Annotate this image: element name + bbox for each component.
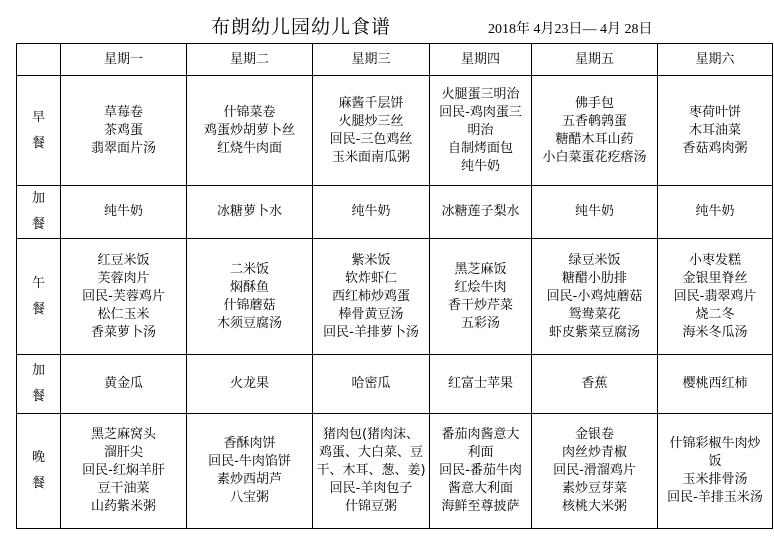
menu-item: 黑芝麻饭 <box>454 261 507 277</box>
menu-cell <box>430 186 532 239</box>
menu-item: 二米饭 <box>229 261 269 277</box>
meal-label-char: 早 <box>31 109 45 125</box>
menu-item: 纯牛奶 <box>574 204 614 219</box>
meal-label-char: 加 <box>31 363 45 378</box>
menu-cell <box>658 186 773 239</box>
menu-item: 回民-红焖羊肝 <box>82 463 165 478</box>
menu-cell <box>313 239 430 355</box>
menu-item: 小枣发糕 <box>688 252 741 268</box>
menu-cell <box>658 239 773 355</box>
menu-cell <box>532 76 658 186</box>
menu-item: 棒骨黄豆汤 <box>338 306 404 322</box>
menu-item: 回民-羊肉包子 <box>329 481 413 496</box>
menu-item: 虾皮紫菜豆腐汤 <box>548 324 640 340</box>
menu-table <box>16 43 773 529</box>
menu-cell <box>187 76 313 186</box>
meal-label-char: 餐 <box>31 135 45 151</box>
menu-item: 鸡蛋炒胡萝卜丝 <box>203 122 295 138</box>
menu-cell <box>187 414 313 529</box>
menu-cell <box>187 355 313 414</box>
menu-item: 鸡蛋、大白菜、豆 <box>318 445 423 460</box>
menu-item: 香干炒芹菜 <box>447 297 513 313</box>
menu-item: 什锦豆粥 <box>344 499 397 514</box>
menu-item: 香蕉 <box>581 376 608 391</box>
meal-label <box>17 355 61 414</box>
menu-cell <box>430 239 532 355</box>
menu-item: 素炒西胡芦 <box>216 472 282 487</box>
menu-item: 佛手包 <box>574 95 614 111</box>
menu-item: 猪肉包(猪肉沫、 <box>322 427 420 442</box>
menu-item: 回民-羊排玉米汤 <box>667 490 763 505</box>
menu-item: 回民-小鸡炖蘑菇 <box>546 288 643 304</box>
menu-item: 番茄肉酱意大 <box>441 427 520 442</box>
corner-cell <box>17 44 61 76</box>
menu-item: 山药紫米粥 <box>90 499 156 514</box>
day-header: 星期一 <box>61 44 187 76</box>
menu-item: 纯牛奶 <box>103 204 143 219</box>
menu-item: 玉米排骨汤 <box>682 472 748 487</box>
menu-cell <box>430 76 532 186</box>
day-header: 星期五 <box>532 44 658 76</box>
menu-item: 烧二冬 <box>695 306 735 322</box>
menu-item: 茶鸡蛋 <box>103 122 143 138</box>
menu-item: 芙蓉肉片 <box>97 270 150 286</box>
menu-item: 焖酥鱼 <box>229 279 269 295</box>
meal-label <box>17 239 61 355</box>
menu-cell <box>61 186 187 239</box>
menu-cell <box>313 186 430 239</box>
date-range: 2018年 4月23日— 4月 28日 <box>488 22 653 37</box>
meal-row <box>17 355 773 414</box>
menu-item: 麻酱千层饼 <box>338 95 404 111</box>
menu-cell <box>61 239 187 355</box>
menu-item: 糖醋小肋排 <box>561 270 627 286</box>
day-header: 星期三 <box>313 44 430 76</box>
menu-cell <box>187 239 313 355</box>
menu-item: 枣荷叶饼 <box>688 104 741 120</box>
menu-item: 冰糖莲子梨水 <box>441 204 520 219</box>
header-row <box>17 44 773 76</box>
menu-item: 回民-滑溜鸡片 <box>553 463 636 478</box>
menu-item: 纯牛奶 <box>351 204 391 219</box>
meal-label <box>17 186 61 239</box>
meal-label-char: 加 <box>31 191 45 206</box>
menu-item: 回民-翡翠鸡片 <box>673 288 757 304</box>
menu-item: 鸳鸯菜花 <box>568 306 621 322</box>
menu-item: 什锦彩椒牛肉炒 <box>669 436 761 451</box>
meal-row <box>17 414 773 529</box>
menu-item: 自制烤面包 <box>447 140 513 156</box>
menu-item: 草莓卷 <box>103 104 143 120</box>
menu-item: 翡翠面片汤 <box>90 140 156 156</box>
menu-item: 什锦菜卷 <box>223 104 276 120</box>
menu-item: 干、木耳、葱、姜) <box>316 463 426 478</box>
menu-item: 火龙果 <box>229 376 269 391</box>
day-header: 星期六 <box>658 44 773 76</box>
menu-item: 糖醋木耳山药 <box>555 131 634 147</box>
menu-cell <box>658 76 773 186</box>
menu-cell <box>61 76 187 186</box>
menu-item: 回民-三色鸡丝 <box>329 131 413 147</box>
menu-item: 黄金瓜 <box>103 376 143 391</box>
menu-item: 饭 <box>708 454 722 469</box>
menu-cell <box>430 414 532 529</box>
menu-cell <box>532 355 658 414</box>
menu-item: 香酥肉饼 <box>223 436 276 451</box>
menu-item: 红烩牛肉 <box>454 279 507 295</box>
menu-item: 金银卷 <box>574 427 614 442</box>
menu-item: 什锦蘑菇 <box>223 297 276 313</box>
day-header: 星期二 <box>187 44 313 76</box>
menu-item: 玉米面南瓜粥 <box>331 149 410 165</box>
menu-item: 回民-牛肉馅饼 <box>208 454 291 469</box>
menu-item: 利面 <box>467 445 494 460</box>
meal-label-char: 餐 <box>31 476 45 491</box>
menu-cell <box>532 239 658 355</box>
menu-item: 金银里脊丝 <box>682 270 748 286</box>
menu-item: 回民-鸡肉蛋三 <box>439 104 522 120</box>
menu-item: 八宝粥 <box>229 490 269 505</box>
menu-cell <box>61 355 187 414</box>
meal-label-char: 晚 <box>31 450 45 465</box>
menu-item: 红烧牛肉面 <box>216 140 282 156</box>
menu-cell <box>61 414 187 529</box>
meal-label-char: 餐 <box>31 217 45 232</box>
meal-label-char: 餐 <box>31 389 45 404</box>
menu-body <box>17 76 773 529</box>
menu-item: 海米冬瓜汤 <box>682 324 748 340</box>
menu-cell <box>313 76 430 186</box>
menu-item: 火腿炒三丝 <box>338 113 404 129</box>
menu-item: 核桃大米粥 <box>561 499 627 514</box>
menu-cell <box>658 414 773 529</box>
menu-item: 酱意大利面 <box>447 481 513 496</box>
menu-cell <box>532 414 658 529</box>
meal-label-char: 餐 <box>31 301 45 317</box>
menu-item: 五彩汤 <box>460 315 500 331</box>
menu-item: 哈密瓜 <box>351 376 391 391</box>
menu-item: 溜肝尖 <box>103 445 143 460</box>
menu-cell <box>187 186 313 239</box>
menu-item: 黑芝麻窝头 <box>90 427 156 442</box>
menu-item: 木耳油菜 <box>688 122 741 138</box>
menu-item: 冰糖萝卜水 <box>216 204 282 219</box>
meal-row <box>17 76 773 186</box>
menu-cell <box>313 414 430 529</box>
menu-item: 红富士苹果 <box>447 376 513 391</box>
menu-item: 纯牛奶 <box>695 204 735 219</box>
menu-item: 木须豆腐汤 <box>216 315 282 331</box>
menu-item: 西红柿炒鸡蛋 <box>331 288 410 304</box>
meal-label-char: 午 <box>31 275 45 291</box>
menu-item: 回民-芙蓉鸡片 <box>82 288 165 304</box>
meal-row <box>17 186 773 239</box>
menu-cell <box>430 355 532 414</box>
menu-item: 软炸虾仁 <box>344 270 397 286</box>
meal-label <box>17 414 61 529</box>
menu-cell <box>313 355 430 414</box>
menu-item: 五香鹌鹑蛋 <box>561 113 627 129</box>
menu-item: 小白菜蛋花疙瘩汤 <box>542 149 647 165</box>
menu-item: 素炒豆芽菜 <box>561 481 627 496</box>
menu-item: 红豆米饭 <box>97 252 150 268</box>
menu-item: 肉丝炒青椒 <box>561 445 627 460</box>
menu-item: 明治 <box>467 122 494 138</box>
page-title: 布朗幼儿园幼儿食谱 <box>211 16 392 38</box>
menu-item: 紫米饭 <box>351 252 391 268</box>
meal-row <box>17 239 773 355</box>
menu-item: 纯牛奶 <box>460 158 500 174</box>
menu-item: 松仁玉米 <box>97 306 150 322</box>
menu-item: 豆干油菜 <box>97 481 150 496</box>
day-header: 星期四 <box>430 44 532 76</box>
menu-cell <box>658 355 773 414</box>
menu-item: 回民-羊排萝卜汤 <box>323 324 419 340</box>
menu-item: 绿豆米饭 <box>568 252 621 268</box>
menu-item: 香菇鸡肉粥 <box>682 140 748 156</box>
menu-item: 香菜萝卜汤 <box>90 324 156 340</box>
menu-item: 樱桃西红柿 <box>682 376 748 391</box>
meal-label <box>17 76 61 186</box>
menu-item: 回民-番茄牛肉 <box>439 463 522 478</box>
menu-item: 火腿蛋三明治 <box>441 86 520 102</box>
menu-item: 海鲜至尊披萨 <box>441 499 520 514</box>
menu-cell <box>532 186 658 239</box>
